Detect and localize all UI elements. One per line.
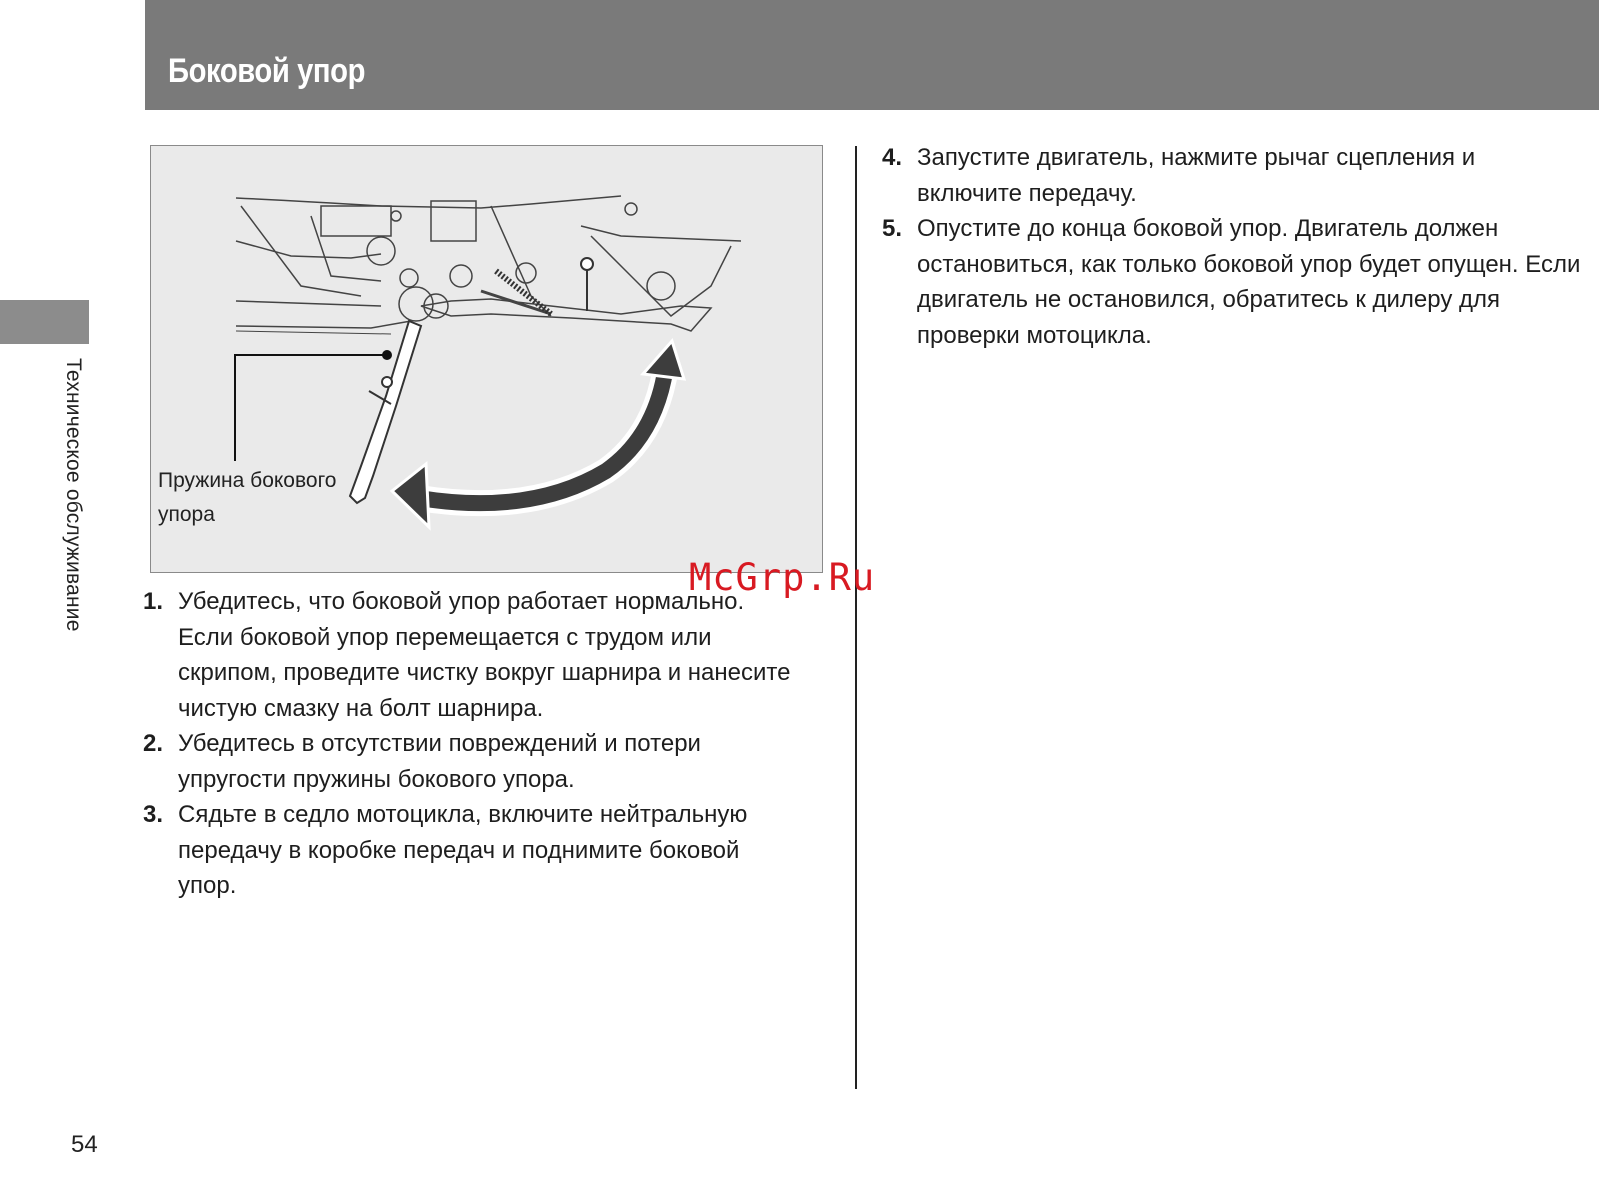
step-text: Убедитесь в отсутствии повреждений и потери упругости пружины бокового упора. (178, 730, 701, 793)
pivot-bolt-1 (367, 237, 395, 265)
section-tab (0, 300, 89, 344)
watermark: McGrp.Ru (689, 556, 876, 599)
sidestand-lever (421, 299, 711, 331)
step-number: 4. (882, 144, 903, 171)
swing-arrow (392, 341, 684, 527)
frame-line-bottom (236, 321, 411, 328)
spring-callout-label: Пружина бокового упора (158, 469, 337, 526)
step-text: Убедитесь, что боковой упор работает нормально. Если боковой упор перемещается с трудом или скрипом, проведите чистку вокруг шарнира и нанесите чистую смазку на болт шарнира. (178, 588, 791, 722)
step-item (143, 584, 803, 726)
step-number: 3. (143, 801, 164, 828)
section-label: Техническое обслуживание (62, 358, 85, 632)
step-item (143, 726, 803, 797)
frame-line-mid (236, 241, 381, 258)
step-text: Запустите двигатель, нажмите рычаг сцепления и включите передачу. (917, 144, 1476, 207)
step-item (143, 797, 803, 904)
steps-list-left (143, 584, 803, 904)
spring-upper (481, 291, 551, 314)
steps-list-right (882, 140, 1582, 353)
step-item (882, 211, 1582, 353)
step-number: 1. (143, 588, 164, 615)
callout-dot (382, 350, 392, 360)
frame-line-top (236, 196, 621, 208)
step-number: 2. (143, 730, 164, 757)
page-title: Боковой упор (168, 52, 366, 90)
callout-leader (235, 355, 387, 461)
page-number: 54 (71, 1131, 98, 1158)
step-item (882, 140, 1582, 211)
column-divider (855, 146, 857, 1089)
sidestand-illustration (150, 145, 823, 573)
step-number: 5. (882, 215, 903, 242)
step-text: Опустите до конца боковой упор. Двигатель должен остановиться, как только боковой упор будет опущен. Если двигатель не остановился, обратитесь к дилеру для проверки мотоцикла. (917, 215, 1581, 349)
sidestand-pivot (399, 287, 433, 321)
step-text: Сядьте в седло мотоцикла, включите нейтральную передачу в коробке передач и поднимите боковой упор. (178, 801, 748, 899)
